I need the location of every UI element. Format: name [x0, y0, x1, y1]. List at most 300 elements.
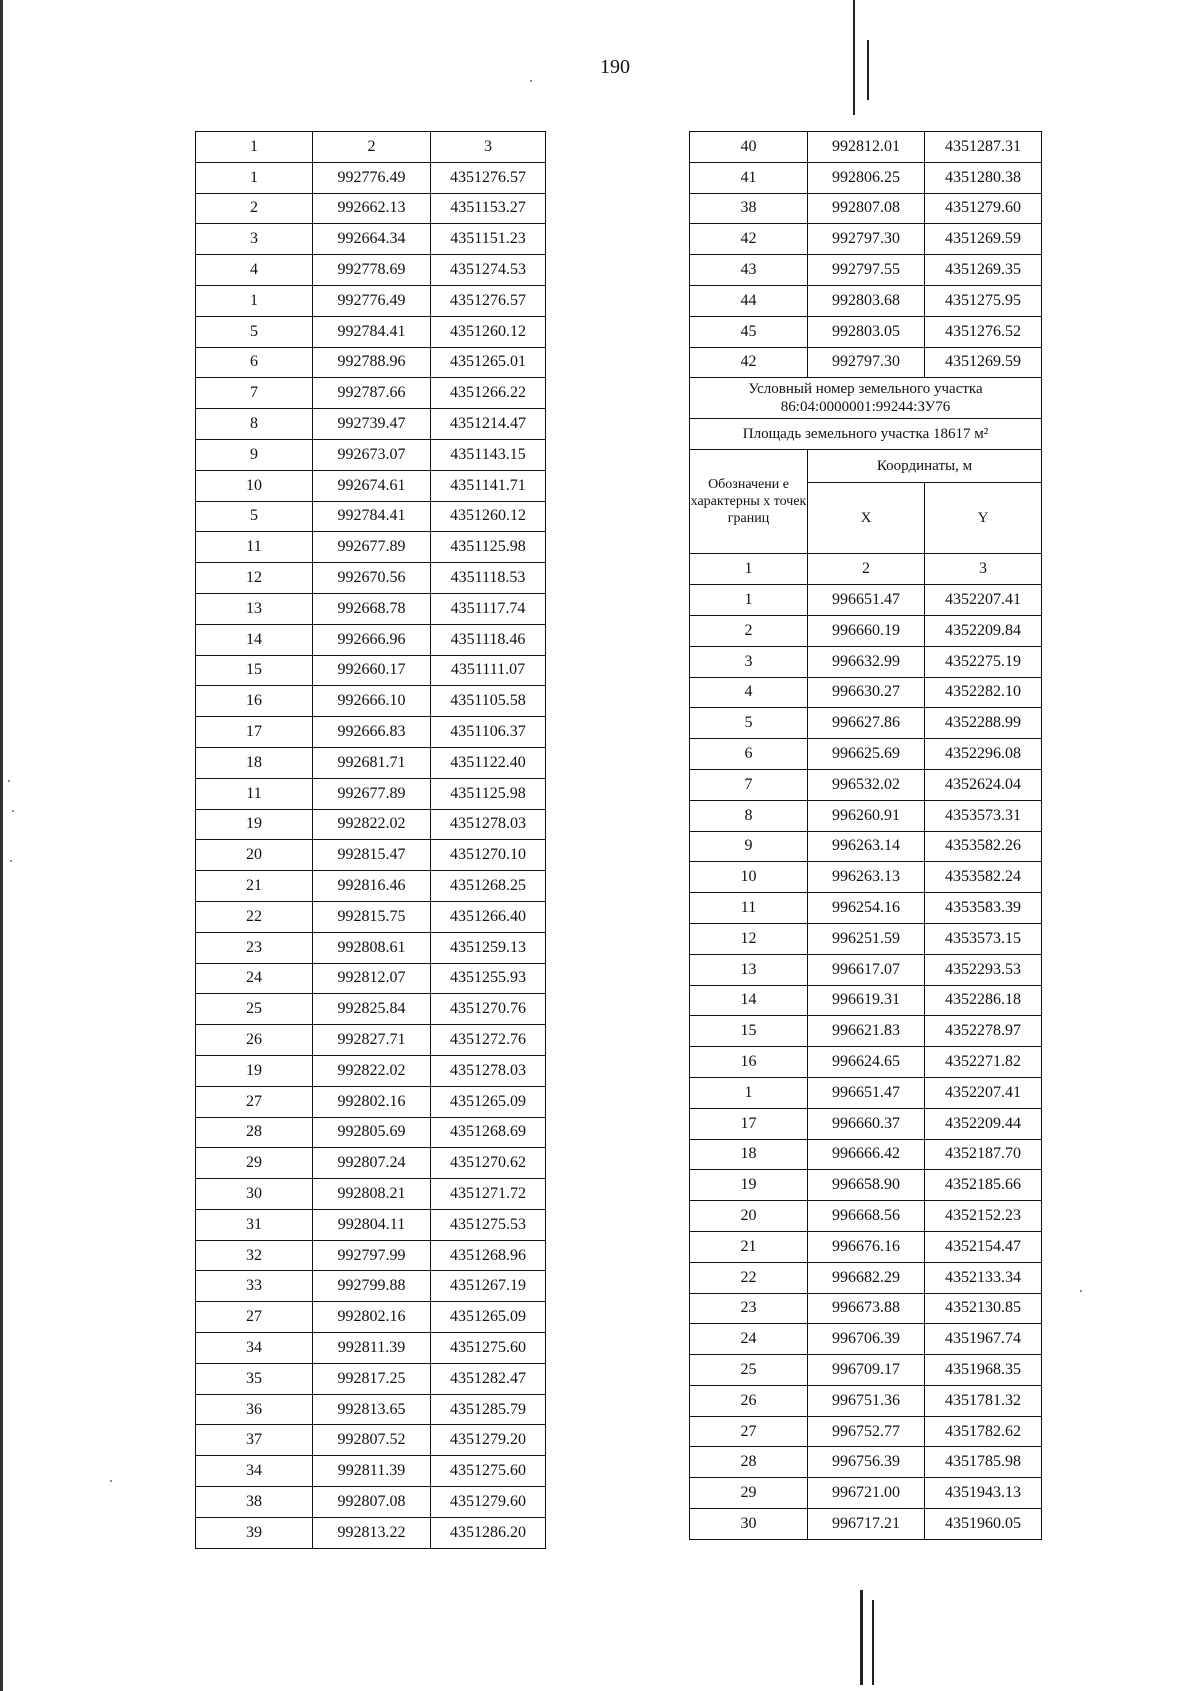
- cell-x-coordinate: 996630.27: [808, 677, 925, 708]
- cell-point-number: 1: [196, 162, 313, 193]
- cell-y-coordinate: 4351287.31: [925, 132, 1042, 163]
- cell-x-coordinate: 996532.02: [808, 769, 925, 800]
- cell-point-number: 8: [690, 800, 808, 831]
- table-row: [196, 532, 546, 563]
- column-index-row: [690, 554, 1042, 585]
- table-row: [196, 409, 546, 440]
- cell-y-coordinate: 4351118.53: [431, 563, 546, 594]
- cell-x-coordinate: 992807.08: [808, 193, 925, 224]
- column-index-point: 1: [690, 554, 808, 585]
- cell-x-coordinate: 992817.25: [313, 1363, 431, 1394]
- table-header-row: [196, 132, 546, 163]
- cell-point-number: 27: [196, 1302, 313, 1333]
- scan-speck: [8, 780, 10, 782]
- cell-point-number: 16: [196, 686, 313, 717]
- table-row: [690, 1385, 1042, 1416]
- cell-x-coordinate: 992808.21: [313, 1179, 431, 1210]
- cell-point-number: 4: [690, 677, 808, 708]
- table-row: [196, 224, 546, 255]
- cell-y-coordinate: 4351275.53: [431, 1209, 546, 1240]
- cell-point-number: 44: [690, 285, 808, 316]
- cell-point-number: 11: [690, 893, 808, 924]
- scan-edge-mark: [0, 0, 3, 1691]
- cell-point-number: 5: [690, 708, 808, 739]
- cell-y-coordinate: 4351111.07: [431, 655, 546, 686]
- cell-y-coordinate: 4351967.74: [925, 1324, 1042, 1355]
- cell-x-coordinate: 992807.24: [313, 1148, 431, 1179]
- scan-binding-mark: [860, 1590, 863, 1685]
- cell-x-coordinate: 992739.47: [313, 409, 431, 440]
- cell-x-coordinate: 992811.39: [313, 1333, 431, 1364]
- cell-point-number: 9: [690, 831, 808, 862]
- cell-point-number: 7: [690, 769, 808, 800]
- cell-x-coordinate: 992660.17: [313, 655, 431, 686]
- cell-y-coordinate: 4351275.60: [431, 1456, 546, 1487]
- table-row: [690, 923, 1042, 954]
- table-row: [690, 1262, 1042, 1293]
- cell-y-coordinate: 4353583.39: [925, 893, 1042, 924]
- cell-y-coordinate: 4351278.03: [431, 1055, 546, 1086]
- cell-x-coordinate: 996651.47: [808, 1077, 925, 1108]
- cell-y-coordinate: 4351266.40: [431, 901, 546, 932]
- cell-point-number: 38: [196, 1487, 313, 1518]
- cell-point-number: 1: [196, 285, 313, 316]
- column-index-y: 3: [925, 554, 1042, 585]
- table-row: [690, 893, 1042, 924]
- cell-y-coordinate: 4352286.18: [925, 985, 1042, 1016]
- cell-x-coordinate: 996660.19: [808, 615, 925, 646]
- coordinates-table-right-top-body: [690, 132, 1042, 378]
- table-row: [196, 1086, 546, 1117]
- cell-point-number: 13: [690, 954, 808, 985]
- cell-point-number: 18: [196, 747, 313, 778]
- cell-y-coordinate: 4351943.13: [925, 1478, 1042, 1509]
- cell-x-coordinate: 992666.10: [313, 686, 431, 717]
- cell-point-number: 34: [196, 1333, 313, 1364]
- table-row: [690, 1478, 1042, 1509]
- table-row: [196, 809, 546, 840]
- cell-point-number: 17: [196, 717, 313, 748]
- cell-y-coordinate: 4351279.60: [431, 1487, 546, 1518]
- cell-x-coordinate: 992827.71: [313, 1025, 431, 1056]
- cell-x-coordinate: 996621.83: [808, 1016, 925, 1047]
- cell-point-number: 16: [690, 1047, 808, 1078]
- cell-x-coordinate: 992664.34: [313, 224, 431, 255]
- table-row: [690, 769, 1042, 800]
- cell-y-coordinate: 4352130.85: [925, 1293, 1042, 1324]
- cell-y-coordinate: 4351105.58: [431, 686, 546, 717]
- cell-y-coordinate: 4351269.35: [925, 255, 1042, 286]
- cell-point-number: 39: [196, 1517, 313, 1548]
- column-header-coordinates: Координаты, м: [808, 450, 1042, 483]
- cell-point-number: 37: [196, 1425, 313, 1456]
- table-row: [690, 708, 1042, 739]
- cell-x-coordinate: 992802.16: [313, 1302, 431, 1333]
- cell-y-coordinate: 4352282.10: [925, 677, 1042, 708]
- cell-x-coordinate: 992666.83: [313, 717, 431, 748]
- table-row: [196, 255, 546, 286]
- table-row: [196, 1333, 546, 1364]
- cell-y-coordinate: 4352209.44: [925, 1108, 1042, 1139]
- cell-point-number: 21: [196, 871, 313, 902]
- cell-x-coordinate: 992822.02: [313, 809, 431, 840]
- table-row: [690, 615, 1042, 646]
- cell-point-number: 11: [196, 778, 313, 809]
- cell-x-coordinate: 996751.36: [808, 1385, 925, 1416]
- cell-y-coordinate: 4352296.08: [925, 739, 1042, 770]
- table-row: [196, 747, 546, 778]
- cell-x-coordinate: 996651.47: [808, 585, 925, 616]
- cell-x-coordinate: 992812.01: [808, 132, 925, 163]
- cell-point-number: 15: [196, 655, 313, 686]
- land-plot-number-caption: [690, 378, 1042, 419]
- cell-y-coordinate: 4351276.52: [925, 316, 1042, 347]
- cell-point-number: 3: [690, 646, 808, 677]
- cell-y-coordinate: 4351275.60: [431, 1333, 546, 1364]
- column-index-x: 2: [313, 132, 431, 163]
- cell-point-number: 3: [196, 224, 313, 255]
- cell-y-coordinate: 4352271.82: [925, 1047, 1042, 1078]
- cell-point-number: 19: [196, 809, 313, 840]
- cell-y-coordinate: 4351279.60: [925, 193, 1042, 224]
- cell-point-number: 20: [690, 1201, 808, 1232]
- cell-y-coordinate: 4351278.03: [431, 809, 546, 840]
- cell-y-coordinate: 4351267.19: [431, 1271, 546, 1302]
- cell-x-coordinate: 996721.00: [808, 1478, 925, 1509]
- cell-y-coordinate: 4351125.98: [431, 778, 546, 809]
- cell-x-coordinate: 992805.69: [313, 1117, 431, 1148]
- cell-x-coordinate: 992778.69: [313, 255, 431, 286]
- table-row: [196, 655, 546, 686]
- cell-x-coordinate: 996682.29: [808, 1262, 925, 1293]
- table-row: [196, 624, 546, 655]
- table-row: [690, 646, 1042, 677]
- cell-x-coordinate: 996673.88: [808, 1293, 925, 1324]
- cell-y-coordinate: 4351268.96: [431, 1240, 546, 1271]
- scan-binding-mark: [867, 40, 869, 100]
- cell-point-number: 7: [196, 378, 313, 409]
- table-row: [196, 1271, 546, 1302]
- cell-x-coordinate: 992797.30: [808, 347, 925, 378]
- cell-point-number: 23: [690, 1293, 808, 1324]
- cell-point-number: 8: [196, 409, 313, 440]
- table-row: [690, 831, 1042, 862]
- table-row: [690, 954, 1042, 985]
- cell-point-number: 17: [690, 1108, 808, 1139]
- cell-point-number: 26: [690, 1385, 808, 1416]
- cell-y-coordinate: 4352293.53: [925, 954, 1042, 985]
- table-row: [690, 132, 1042, 163]
- table-row: [196, 316, 546, 347]
- cell-point-number: 4: [196, 255, 313, 286]
- cell-x-coordinate: 996263.14: [808, 831, 925, 862]
- cell-y-coordinate: 4352133.34: [925, 1262, 1042, 1293]
- cell-y-coordinate: 4351268.25: [431, 871, 546, 902]
- cell-x-coordinate: 996624.65: [808, 1047, 925, 1078]
- cell-y-coordinate: 4352288.99: [925, 708, 1042, 739]
- cell-point-number: 6: [196, 347, 313, 378]
- cell-y-coordinate: 4352187.70: [925, 1139, 1042, 1170]
- scan-speck: [1080, 1290, 1082, 1292]
- cell-x-coordinate: 992788.96: [313, 347, 431, 378]
- table-row: [690, 347, 1042, 378]
- cell-x-coordinate: 996254.16: [808, 893, 925, 924]
- cell-x-coordinate: 992668.78: [313, 593, 431, 624]
- cell-x-coordinate: 992803.68: [808, 285, 925, 316]
- cell-x-coordinate: 996660.37: [808, 1108, 925, 1139]
- cell-point-number: 25: [196, 994, 313, 1025]
- cell-y-coordinate: 4351274.53: [431, 255, 546, 286]
- cell-x-coordinate: 992811.39: [313, 1456, 431, 1487]
- table-row: [196, 1517, 546, 1548]
- table-row: [196, 162, 546, 193]
- cell-y-coordinate: 4352209.84: [925, 615, 1042, 646]
- table-row: [690, 1416, 1042, 1447]
- cell-y-coordinate: 4353582.24: [925, 862, 1042, 893]
- table-row: [690, 1231, 1042, 1262]
- cell-y-coordinate: 4351260.12: [431, 501, 546, 532]
- cell-x-coordinate: 992797.55: [808, 255, 925, 286]
- table-row: [196, 347, 546, 378]
- cell-y-coordinate: 4351781.32: [925, 1385, 1042, 1416]
- cell-point-number: 24: [690, 1324, 808, 1355]
- cell-y-coordinate: 4353573.15: [925, 923, 1042, 954]
- cell-point-number: 42: [690, 347, 808, 378]
- cell-x-coordinate: 996756.39: [808, 1447, 925, 1478]
- cell-point-number: 14: [196, 624, 313, 655]
- cell-y-coordinate: 4352624.04: [925, 769, 1042, 800]
- cell-point-number: 24: [196, 963, 313, 994]
- table-row: [690, 1139, 1042, 1170]
- table-row: [690, 1108, 1042, 1139]
- land-plot-section-header: [690, 378, 1042, 585]
- table-row: [690, 862, 1042, 893]
- cell-y-coordinate: 4351270.76: [431, 994, 546, 1025]
- cell-x-coordinate: 996617.07: [808, 954, 925, 985]
- cell-x-coordinate: 996619.31: [808, 985, 925, 1016]
- cell-x-coordinate: 992825.84: [313, 994, 431, 1025]
- cell-point-number: 1: [690, 585, 808, 616]
- table-row: [196, 963, 546, 994]
- cell-y-coordinate: 4351125.98: [431, 532, 546, 563]
- table-row: [196, 840, 546, 871]
- cell-point-number: 13: [196, 593, 313, 624]
- cell-point-number: 30: [196, 1179, 313, 1210]
- cell-x-coordinate: 996668.56: [808, 1201, 925, 1232]
- cell-point-number: 25: [690, 1355, 808, 1386]
- cell-y-coordinate: 4351276.57: [431, 285, 546, 316]
- cell-point-number: 15: [690, 1016, 808, 1047]
- cell-x-coordinate: 992670.56: [313, 563, 431, 594]
- cell-x-coordinate: 992802.16: [313, 1086, 431, 1117]
- cell-point-number: 12: [690, 923, 808, 954]
- cell-x-coordinate: 992787.66: [313, 378, 431, 409]
- land-plot-area-row: [690, 419, 1042, 450]
- cell-x-coordinate: 992822.02: [313, 1055, 431, 1086]
- table-row: [690, 1077, 1042, 1108]
- cell-point-number: 6: [690, 739, 808, 770]
- cell-point-number: 21: [690, 1231, 808, 1262]
- cell-point-number: 26: [196, 1025, 313, 1056]
- cell-y-coordinate: 4351265.09: [431, 1302, 546, 1333]
- cell-x-coordinate: 996717.21: [808, 1509, 925, 1540]
- cell-point-number: 14: [690, 985, 808, 1016]
- cell-y-coordinate: 4351268.69: [431, 1117, 546, 1148]
- cell-point-number: 22: [690, 1262, 808, 1293]
- coordinates-table-left-body: [196, 132, 546, 1549]
- cell-y-coordinate: 4351280.38: [925, 162, 1042, 193]
- table-row: [196, 193, 546, 224]
- cell-point-number: 19: [196, 1055, 313, 1086]
- column-header-point: Обозначени е характерны х точек границ: [690, 450, 808, 554]
- cell-point-number: 27: [196, 1086, 313, 1117]
- table-row: [690, 316, 1042, 347]
- cell-x-coordinate: 996658.90: [808, 1170, 925, 1201]
- table-row: [690, 255, 1042, 286]
- cell-y-coordinate: 4351118.46: [431, 624, 546, 655]
- cell-point-number: 35: [196, 1363, 313, 1394]
- cell-x-coordinate: 992784.41: [313, 501, 431, 532]
- table-row: [196, 1302, 546, 1333]
- cell-point-number: 2: [196, 193, 313, 224]
- cell-x-coordinate: 996706.39: [808, 1324, 925, 1355]
- cell-y-coordinate: 4351782.62: [925, 1416, 1042, 1447]
- table-row: [196, 1456, 546, 1487]
- column-index-y: 3: [431, 132, 546, 163]
- cell-point-number: 5: [196, 316, 313, 347]
- cell-y-coordinate: 4351270.10: [431, 840, 546, 871]
- cell-x-coordinate: 992815.47: [313, 840, 431, 871]
- cell-point-number: 43: [690, 255, 808, 286]
- table-row: [196, 470, 546, 501]
- cell-y-coordinate: 4352207.41: [925, 1077, 1042, 1108]
- cell-x-coordinate: 996752.77: [808, 1416, 925, 1447]
- table-row: [196, 501, 546, 532]
- cell-y-coordinate: 4351260.12: [431, 316, 546, 347]
- cell-y-coordinate: 4351286.20: [431, 1517, 546, 1548]
- cell-x-coordinate: 992677.89: [313, 532, 431, 563]
- cell-x-coordinate: 992797.30: [808, 224, 925, 255]
- cell-y-coordinate: 4351265.01: [431, 347, 546, 378]
- cell-y-coordinate: 4351285.79: [431, 1394, 546, 1425]
- cell-y-coordinate: 4352207.41: [925, 585, 1042, 616]
- cell-x-coordinate: 996625.69: [808, 739, 925, 770]
- cell-point-number: 33: [196, 1271, 313, 1302]
- cell-x-coordinate: 992812.07: [313, 963, 431, 994]
- page-number: 190: [600, 56, 630, 78]
- cell-x-coordinate: 992662.13: [313, 193, 431, 224]
- cell-x-coordinate: 992776.49: [313, 285, 431, 316]
- cell-point-number: 29: [690, 1478, 808, 1509]
- land-plot-area: Площадь земельного участка 18617 м²: [690, 419, 1042, 450]
- cell-y-coordinate: 4352185.66: [925, 1170, 1042, 1201]
- scan-binding-mark: [872, 1600, 874, 1685]
- cell-y-coordinate: 4351271.72: [431, 1179, 546, 1210]
- table-row: [690, 285, 1042, 316]
- scan-speck: [10, 860, 12, 862]
- table-row: [196, 1117, 546, 1148]
- table-row: [690, 1047, 1042, 1078]
- coordinates-table-right-bottom-body: [690, 585, 1042, 1540]
- cell-y-coordinate: 4351960.05: [925, 1509, 1042, 1540]
- table-row: [690, 1170, 1042, 1201]
- cell-y-coordinate: 4351276.57: [431, 162, 546, 193]
- table-row: [690, 1447, 1042, 1478]
- cell-y-coordinate: 4353582.26: [925, 831, 1042, 862]
- table-row: [690, 1293, 1042, 1324]
- table-row: [690, 985, 1042, 1016]
- cell-x-coordinate: 992807.08: [313, 1487, 431, 1518]
- table-row: [196, 1240, 546, 1271]
- column-index-x: 2: [808, 554, 925, 585]
- cell-y-coordinate: 4351117.74: [431, 593, 546, 624]
- cell-y-coordinate: 4351785.98: [925, 1447, 1042, 1478]
- table-row: [196, 593, 546, 624]
- cell-x-coordinate: 996263.13: [808, 862, 925, 893]
- cell-y-coordinate: 4351968.35: [925, 1355, 1042, 1386]
- cell-x-coordinate: 992806.25: [808, 162, 925, 193]
- table-row: [690, 162, 1042, 193]
- table-row: [196, 1148, 546, 1179]
- table-row: [690, 739, 1042, 770]
- column-index-point: 1: [196, 132, 313, 163]
- cell-x-coordinate: 992784.41: [313, 316, 431, 347]
- scan-speck: [110, 1480, 112, 1482]
- cell-x-coordinate: 992677.89: [313, 778, 431, 809]
- cell-point-number: 36: [196, 1394, 313, 1425]
- cell-point-number: 38: [690, 193, 808, 224]
- table-row: [690, 800, 1042, 831]
- table-row: [690, 677, 1042, 708]
- cell-y-coordinate: 4352278.97: [925, 1016, 1042, 1047]
- table-row: [196, 1025, 546, 1056]
- cell-point-number: 30: [690, 1509, 808, 1540]
- table-row: [196, 1487, 546, 1518]
- cell-y-coordinate: 4353573.31: [925, 800, 1042, 831]
- cell-point-number: 1: [690, 1077, 808, 1108]
- table-row: [196, 686, 546, 717]
- cell-y-coordinate: 4351255.93: [431, 963, 546, 994]
- cell-point-number: 32: [196, 1240, 313, 1271]
- cell-point-number: 27: [690, 1416, 808, 1447]
- cell-x-coordinate: 992803.05: [808, 316, 925, 347]
- table-row: [690, 1355, 1042, 1386]
- land-plot-number-row: [690, 378, 1042, 419]
- cell-y-coordinate: 4351275.95: [925, 285, 1042, 316]
- cell-point-number: 45: [690, 316, 808, 347]
- table-row: [690, 1324, 1042, 1355]
- cell-x-coordinate: 996632.99: [808, 646, 925, 677]
- table-row: [196, 563, 546, 594]
- cell-point-number: 10: [196, 470, 313, 501]
- land-plot-number-label: Условный номер земельного участка: [748, 381, 983, 398]
- table-row: [196, 1179, 546, 1210]
- cell-x-coordinate: 992816.46: [313, 871, 431, 902]
- table-row: [196, 901, 546, 932]
- cell-x-coordinate: 996709.17: [808, 1355, 925, 1386]
- cell-x-coordinate: 996666.42: [808, 1139, 925, 1170]
- table-row: [690, 224, 1042, 255]
- cell-point-number: 10: [690, 862, 808, 893]
- cell-x-coordinate: 992673.07: [313, 439, 431, 470]
- cell-x-coordinate: 992681.71: [313, 747, 431, 778]
- cell-x-coordinate: 996260.91: [808, 800, 925, 831]
- cell-y-coordinate: 4351151.23: [431, 224, 546, 255]
- cell-y-coordinate: 4352275.19: [925, 646, 1042, 677]
- column-header-y: Y: [925, 483, 1042, 554]
- table-row: [196, 378, 546, 409]
- cell-y-coordinate: 4351106.37: [431, 717, 546, 748]
